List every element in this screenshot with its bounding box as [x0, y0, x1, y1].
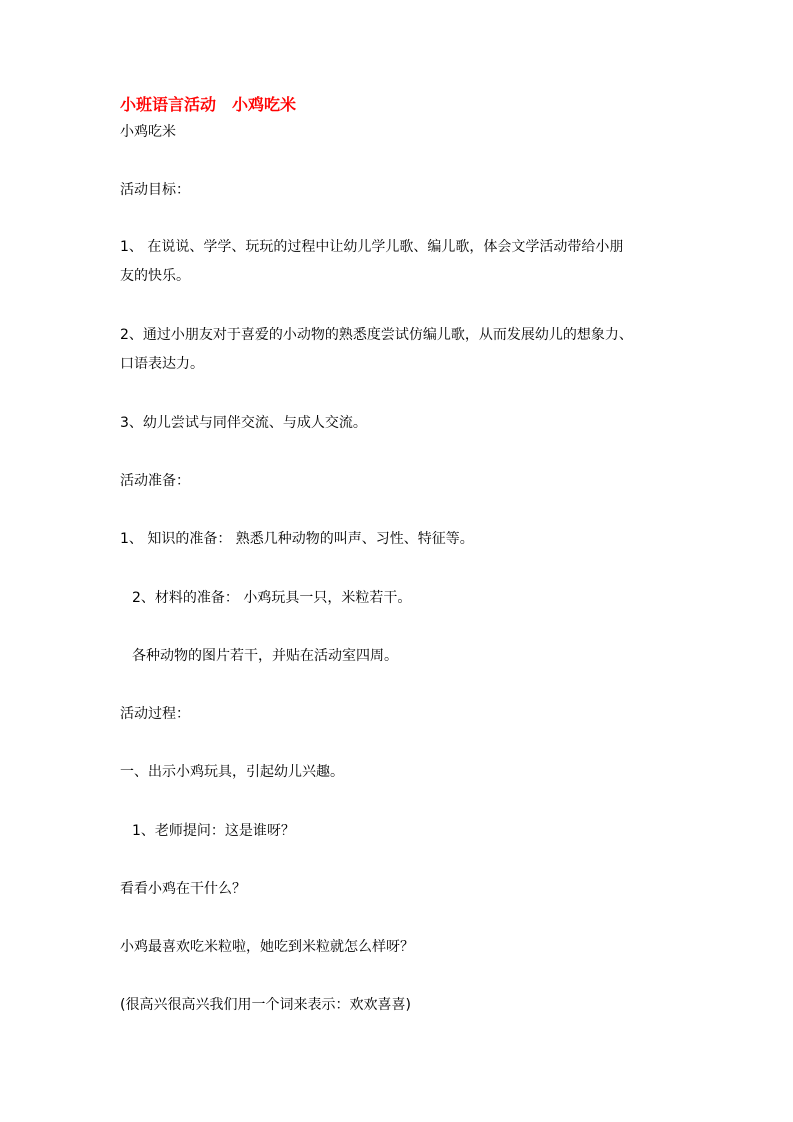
prep-heading: 活动准备： — [120, 473, 190, 489]
prep-3: 各种动物的图片若干，并贴在活动室四周。 — [132, 648, 398, 664]
question-3: 小鸡最喜欢吃米粒啦，她吃到米粒就怎么样呀？ — [120, 939, 414, 955]
goal-1-line-2: 友的快乐。 — [120, 268, 190, 284]
goals-heading: 活动目标： — [120, 182, 190, 198]
goal-1-line-1: 1、 在说说、学学、玩玩的过程中让幼儿学儿歌、编儿歌，体会文学活动带给小朋 — [120, 239, 624, 255]
process-1: 一、出示小鸡玩具，引起幼儿兴趣。 — [120, 764, 344, 780]
prep-1: 1、 知识的准备： 熟悉几种动物的叫声、习性、特征等。 — [120, 531, 474, 547]
goal-2-line-2: 口语表达力。 — [120, 356, 204, 372]
answer: (很高兴很高兴我们用一个词来表示：欢欢喜喜) — [120, 997, 411, 1013]
document-title: 小班语言活动 小鸡吃米 — [120, 95, 297, 114]
document-subtitle: 小鸡吃米 — [120, 124, 176, 140]
goal-3: 3、幼儿尝试与同伴交流、与成人交流。 — [120, 415, 367, 431]
prep-2: 2、材料的准备： 小鸡玩具一只，米粒若干。 — [132, 590, 412, 606]
goal-2-line-1: 2、通过小朋友对于喜爱的小动物的熟悉度尝试仿编儿歌，从而发展幼儿的想象力、 — [120, 327, 633, 343]
process-heading: 活动过程： — [120, 706, 190, 722]
question-2: 看看小鸡在干什么？ — [120, 881, 246, 897]
question-1: 1、老师提问：这是谁呀？ — [132, 823, 295, 839]
